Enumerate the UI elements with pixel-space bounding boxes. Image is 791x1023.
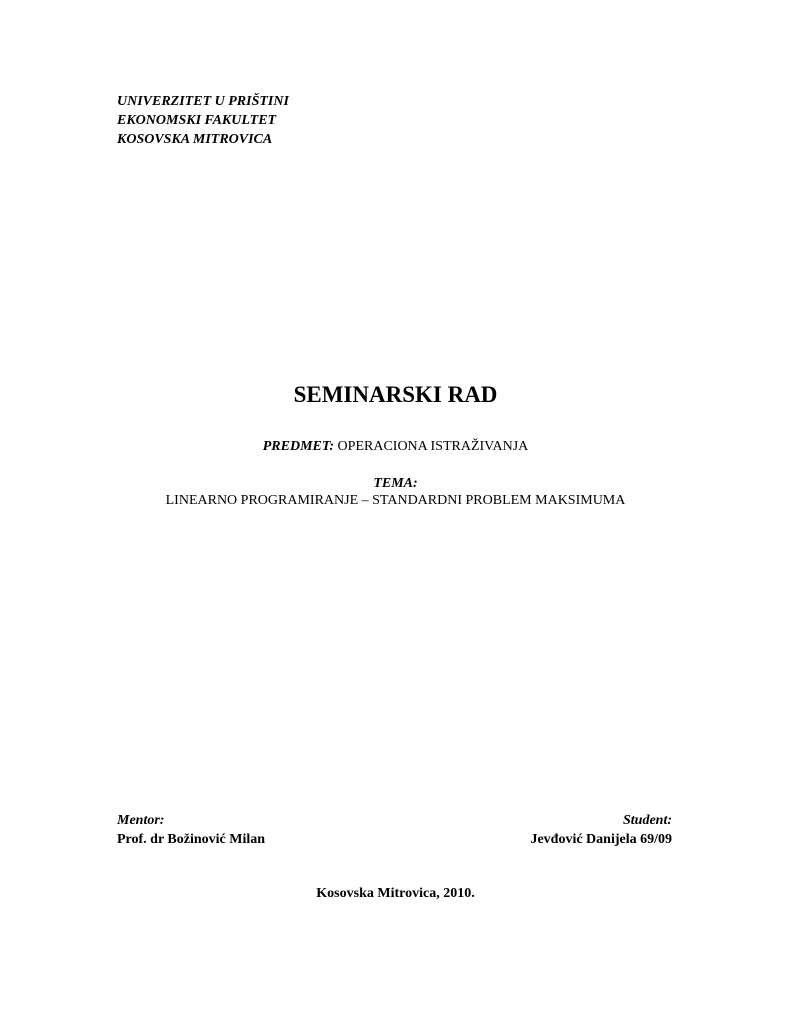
topic-value: LINEARNO PROGRAMIRANJE – STANDARDNI PROBLEM MAKSIMUMA (165, 493, 626, 508)
student-label: Student: (622, 813, 672, 828)
institution-city: KOSOVSKA MITROVICA (117, 132, 273, 147)
student-block (530, 811, 672, 849)
student-name: Jevđović Danijela 69/09 (530, 832, 672, 847)
faculty-name: EKONOMSKI FAKULTET (117, 113, 277, 128)
place-and-year: Kosovska Mitrovica, 2010. (316, 886, 475, 901)
subject-value: OPERACIONA ISTRAŽIVANJA (337, 439, 529, 454)
topic-label: TEMA: (373, 476, 418, 491)
subject-label: PREDMET: (262, 439, 335, 454)
university-name: UNIVERZITET U PRIŠTINI (117, 94, 289, 109)
document-title: SEMINARSKI RAD (293, 382, 498, 407)
mentor-label: Mentor: (117, 813, 165, 828)
subject-line (0, 437, 791, 456)
mentor-block (117, 811, 265, 849)
institution-header (117, 92, 289, 149)
mentor-name: Prof. dr Božinović Milan (117, 832, 266, 847)
